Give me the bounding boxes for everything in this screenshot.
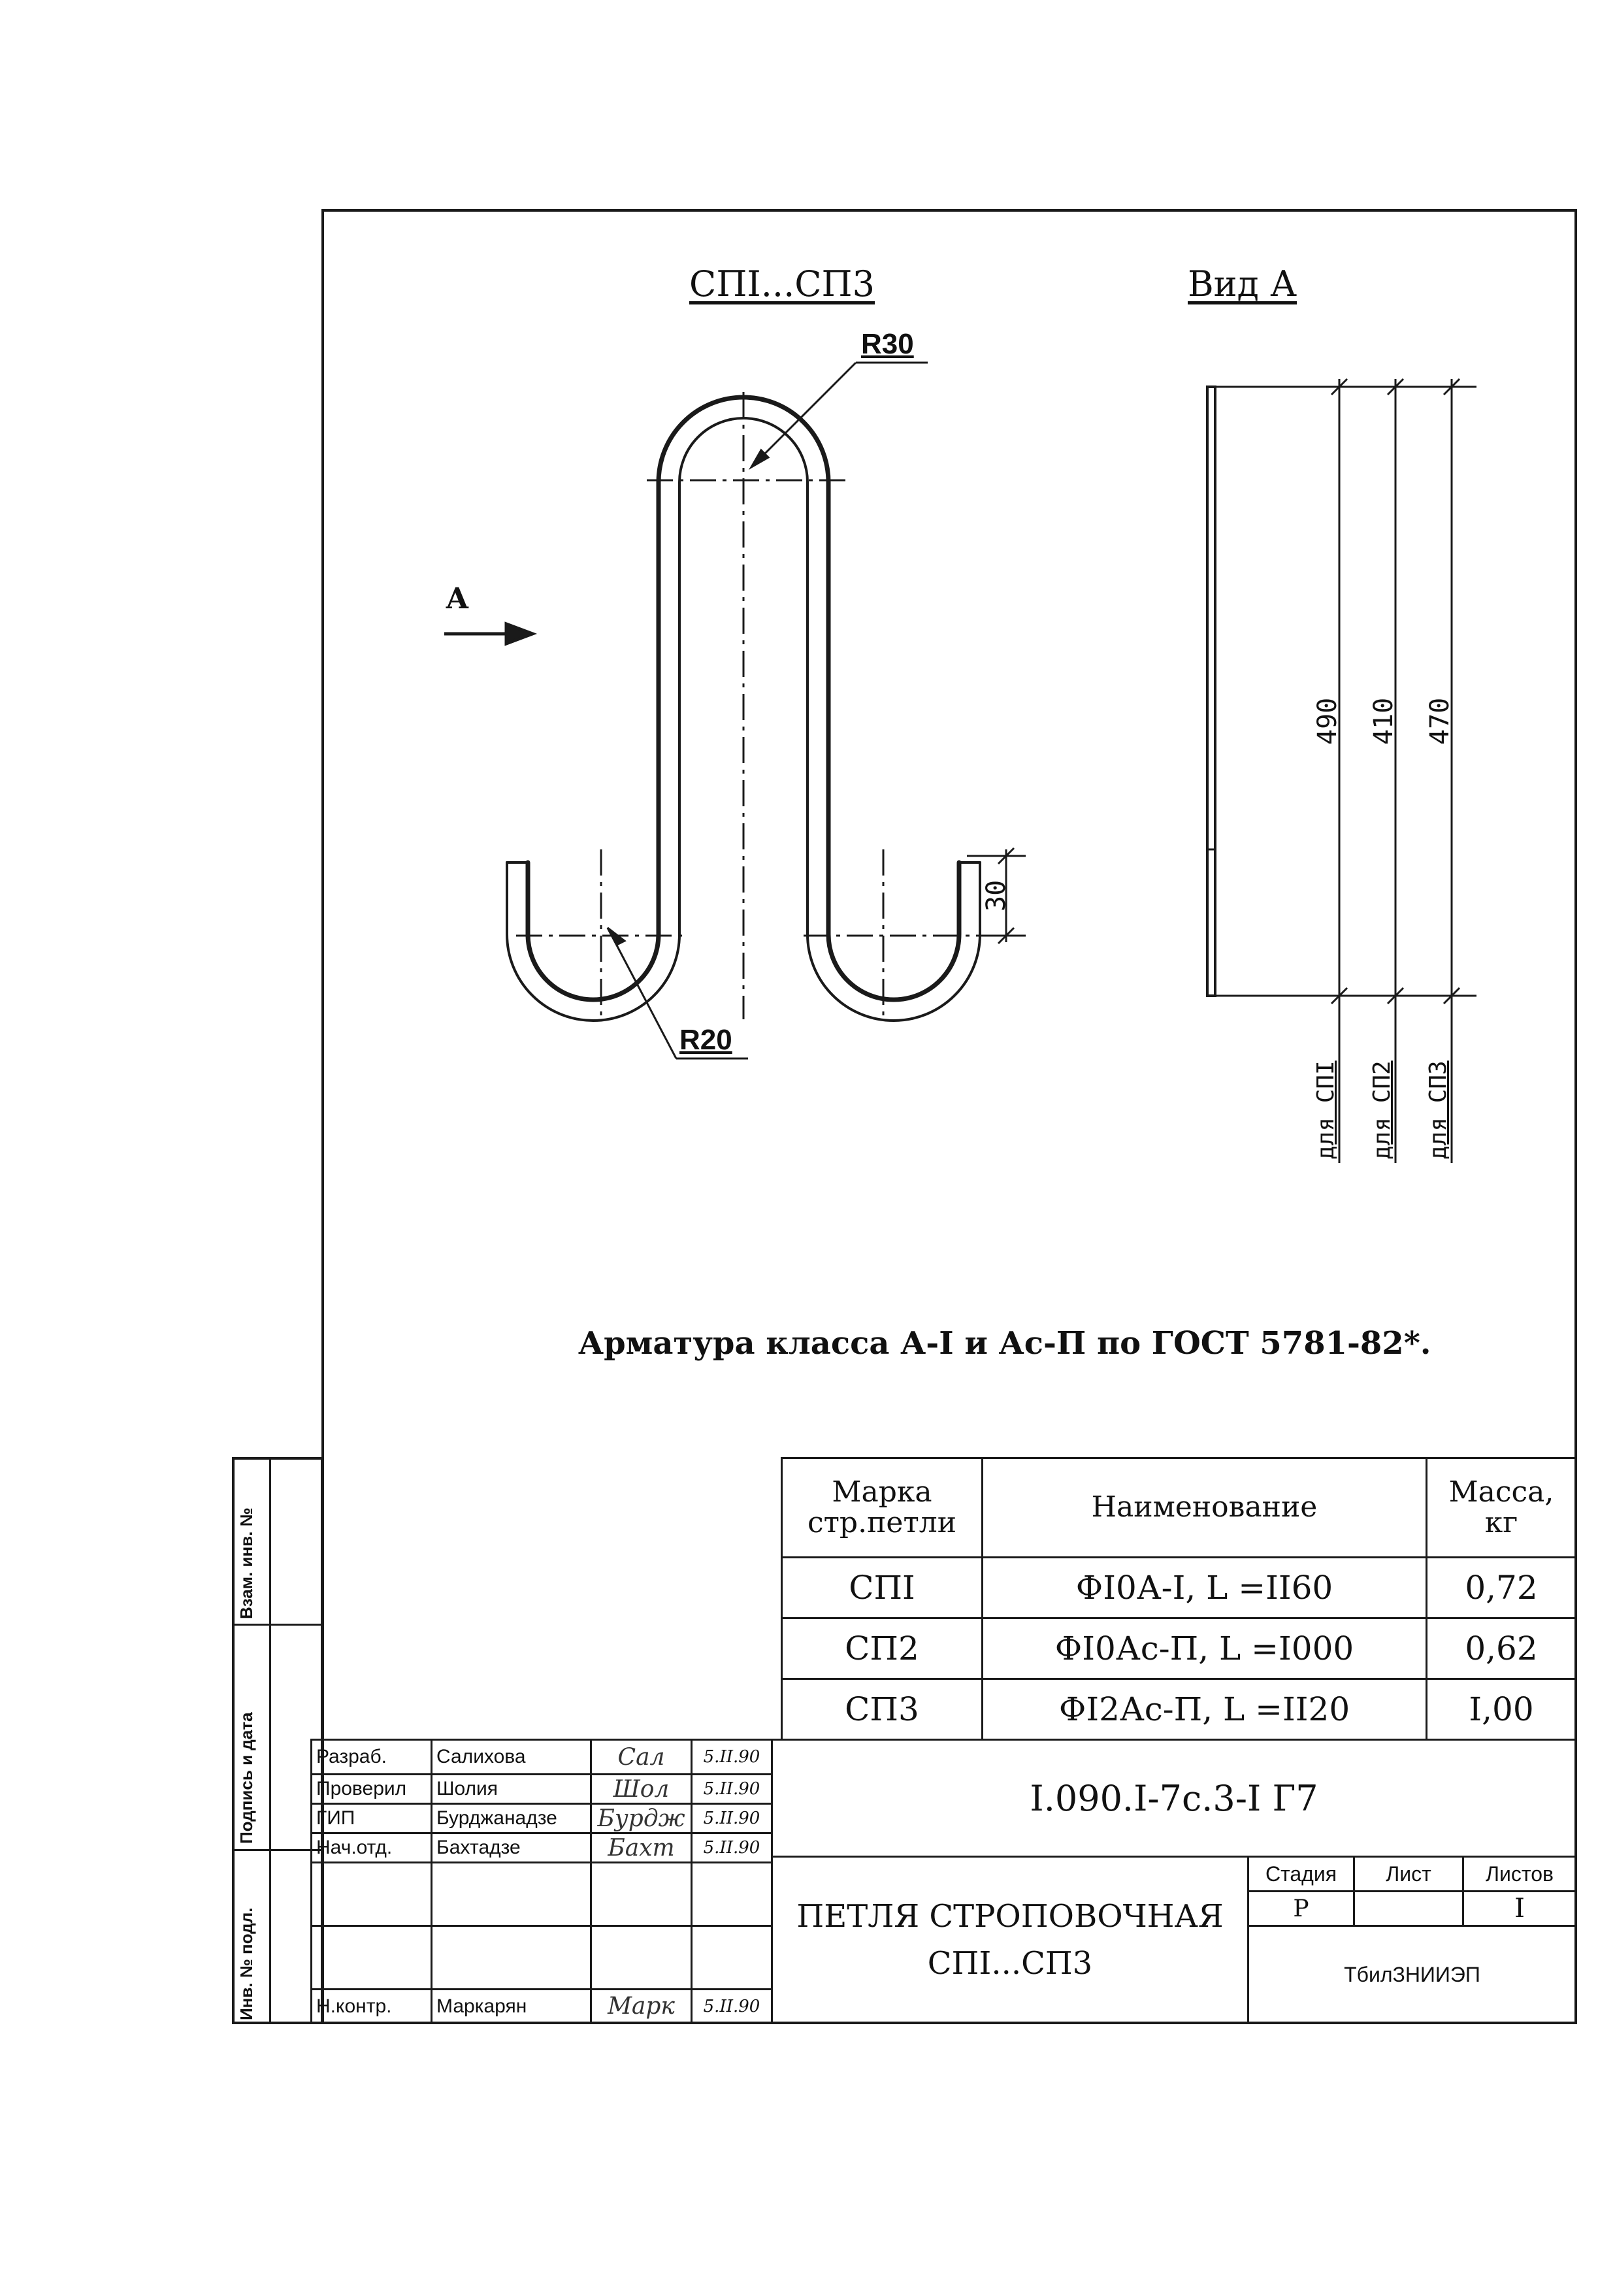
side-strip-divider: [269, 1457, 271, 2024]
spec-row-mass: 0,72: [1426, 1556, 1577, 1619]
stamp-signature: Сал: [590, 1739, 693, 1775]
stamp-role: [310, 1861, 432, 1927]
stamp-date: 5.II.90: [691, 1832, 773, 1863]
for-label-sp3: для СП3: [1425, 1060, 1452, 1160]
sheet-label: Лист: [1353, 1856, 1464, 1892]
stage-label: Стадия: [1247, 1856, 1355, 1892]
stamp-signature: [590, 1925, 693, 1990]
side-label-inv-original: Инв. № подл.: [236, 1907, 256, 2020]
stamp-date: [691, 1925, 773, 1990]
stamp-date: 5.II.90: [691, 1988, 773, 2024]
spec-row-name: ФI0Ас-П, L =I000: [981, 1617, 1427, 1680]
stamp-role: [310, 1925, 432, 1990]
stamp-name: Салихова: [431, 1739, 592, 1775]
sheet-title-line1: ПЕТЛЯ СТРОПОВОЧНАЯ: [796, 1898, 1224, 1935]
stamp-name: Маркарян: [431, 1988, 592, 2024]
main-view-title: СПI...СП3: [689, 263, 875, 304]
stamp-role: Нач.отд.: [310, 1832, 432, 1863]
side-strip-sep: [232, 1624, 323, 1626]
sheet-value: [1353, 1890, 1464, 1927]
spec-header-mark: Марка стр.петли: [781, 1457, 983, 1558]
dimension-label-sp3: 470: [1425, 697, 1455, 745]
stamp-name: Шолия: [431, 1773, 592, 1805]
sheet-title-line2: СПI...СП3: [927, 1945, 1093, 1982]
spec-header-mass: Масса, кг: [1426, 1457, 1577, 1558]
stamp-signature: Марк: [590, 1988, 693, 2024]
stamp-signature: Шол: [590, 1773, 693, 1805]
stamp-role: Проверил: [310, 1773, 432, 1805]
stamp-date: 5.II.90: [691, 1739, 773, 1775]
stamp-role: ГИП: [310, 1803, 432, 1834]
stamp-signature: Бурдж: [590, 1803, 693, 1834]
spec-row-mass: I,00: [1426, 1678, 1577, 1741]
side-label-signature-date: Подпись и дата: [236, 1712, 256, 1844]
sheet-title: [771, 1856, 1249, 2024]
drawing-code: I.090.I-7с.3-I Г7: [771, 1739, 1577, 1858]
stamp-name: Бурджанадзе: [431, 1803, 592, 1834]
spec-row-name: ФI0А-I, L =II60: [981, 1556, 1427, 1619]
for-label-sp2: для СП2: [1369, 1060, 1395, 1160]
sheets-value: I: [1462, 1890, 1577, 1927]
side-view-title: Вид А: [1188, 263, 1297, 304]
arrow-a-label: А: [446, 582, 469, 615]
hook-dimension-label: 30: [981, 879, 1011, 911]
spec-row-mark: СПI: [781, 1556, 983, 1619]
stamp-date: 5.II.90: [691, 1773, 773, 1805]
stamp-signature: Бахт: [590, 1832, 693, 1863]
stamp-role: Разраб.: [310, 1739, 432, 1775]
stamp-name: [431, 1861, 592, 1927]
sheets-label: Листов: [1462, 1856, 1577, 1892]
stage-value: Р: [1247, 1890, 1355, 1927]
spec-row-mark: СП3: [781, 1678, 983, 1741]
side-strip-sep: [232, 1849, 323, 1851]
stamp-date: [691, 1861, 773, 1927]
stamp-name: Бахтадзе: [431, 1832, 592, 1863]
stamp-signature: [590, 1861, 693, 1927]
radius-bottom-label: R20: [679, 1024, 732, 1056]
spec-row-name: ФI2Ас-П, L =II20: [981, 1678, 1427, 1741]
radius-top-label: R30: [861, 328, 914, 360]
organization: ТбилЗНИИЭП: [1247, 1925, 1577, 2024]
stamp-role: Н.контр.: [310, 1988, 432, 2024]
spec-row-mark: СП2: [781, 1617, 983, 1680]
for-label-sp1: для СПI: [1313, 1060, 1339, 1160]
dimension-label-sp2: 410: [1369, 697, 1399, 745]
spec-row-mass: 0,62: [1426, 1617, 1577, 1680]
reinforcement-note: Арматура класса А-I и Ас-П по ГОСТ 5781-82*.: [578, 1325, 1431, 1362]
stamp-name: [431, 1925, 592, 1990]
spec-header-name: Наименование: [981, 1457, 1427, 1558]
dimension-label-sp1: 490: [1313, 697, 1343, 745]
stamp-date: 5.II.90: [691, 1803, 773, 1834]
side-label-replace-inv: Взам. инв. №: [236, 1507, 256, 1619]
